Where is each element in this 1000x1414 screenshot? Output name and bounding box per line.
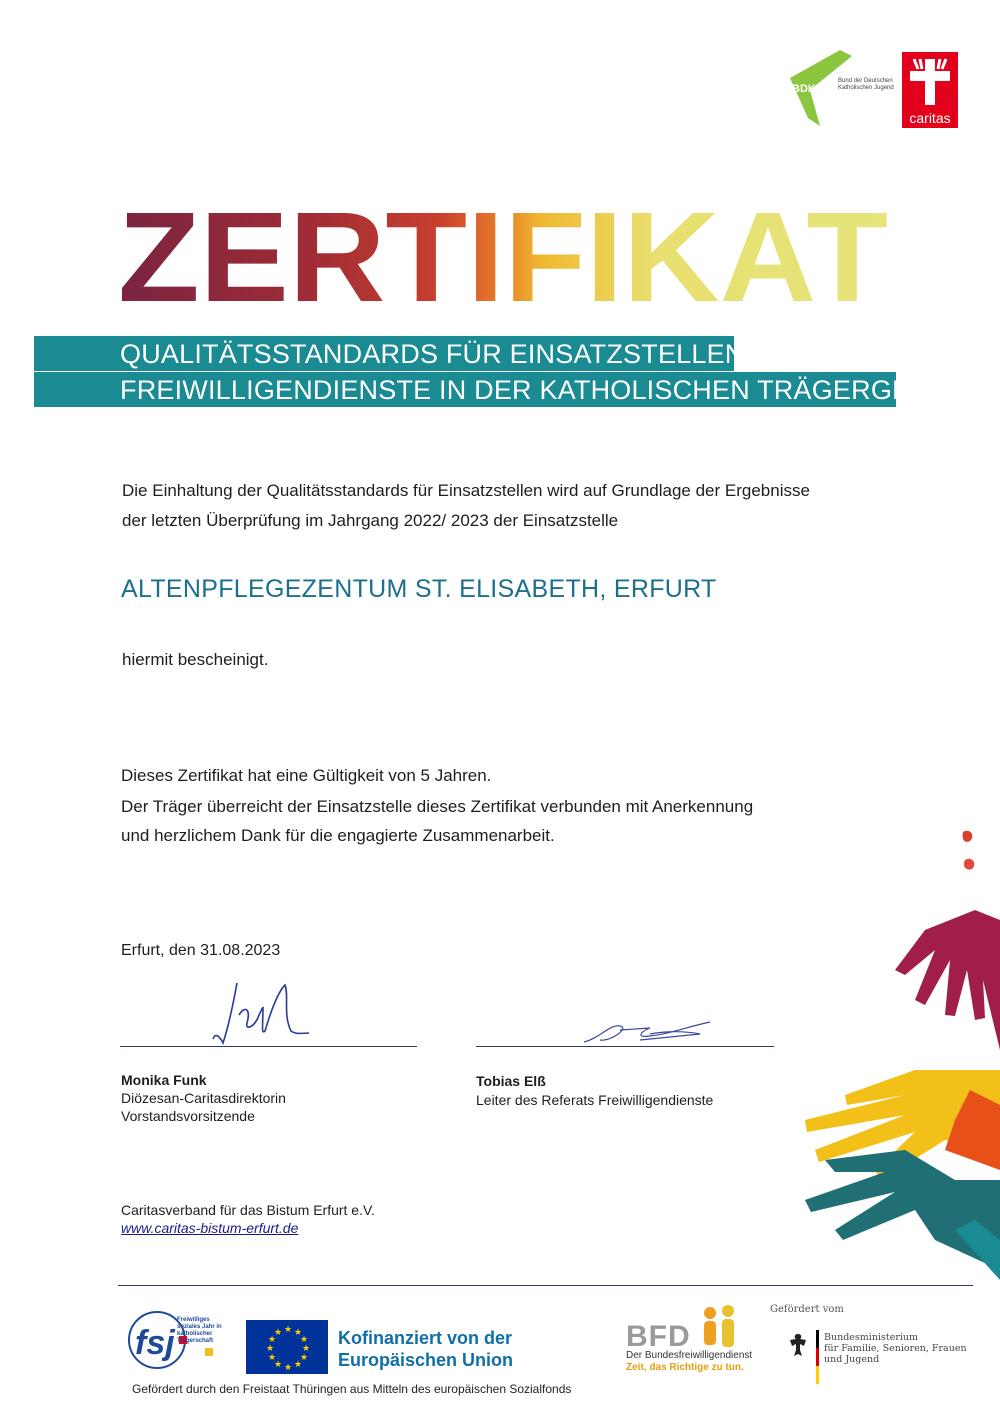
eu-flag-icon	[246, 1320, 328, 1374]
svg-text:★: ★	[284, 1362, 293, 1372]
svg-text:★: ★	[266, 1343, 275, 1353]
signer-1-name: Monika Funk	[121, 1072, 207, 1088]
svg-text:★: ★	[300, 1352, 309, 1362]
ministry-line-2: für Familie, Senioren, Frauen	[824, 1343, 967, 1354]
colorful-hands-illustration	[785, 820, 1000, 1300]
german-flag-stripe	[816, 1330, 819, 1384]
eu-cofunding-text	[338, 1327, 513, 1371]
bfd-tagline-1: Der Bundesfreiwilligendienst	[626, 1350, 753, 1361]
intro-line-1: Die Einhaltung der Qualitätsstandards für Einsatzstellen wird auf Grundlage der Ergebnisse	[122, 481, 810, 500]
signature-line-2	[476, 1046, 774, 1047]
organization-name: Caritasverband für das Bistum Erfurt e.V.	[121, 1202, 375, 1218]
svg-text:★: ★	[284, 1324, 293, 1334]
title-text: ZERTIFIKAT	[118, 195, 888, 310]
svg-text:★: ★	[274, 1359, 283, 1369]
svg-text:★: ★	[294, 1327, 303, 1337]
federal-eagle-icon	[788, 1332, 808, 1358]
validity-line-1: Dieses Zertifikat hat eine Gültigkeit von 5 Jahren.	[121, 766, 492, 785]
signature-monika-funk	[205, 975, 315, 1050]
validity-line-2: Der Träger überreicht der Einsatzstelle dieses Zertifikat verbunden mit Anerkennung	[121, 797, 754, 816]
signer-1-role-2: Vorstandsvorsitzende	[121, 1108, 255, 1124]
signer-2-role-1: Leiter des Referats Freiwilligendienste	[476, 1092, 714, 1108]
bdkj-full-name: Bund der Deutschen Katholischen Jugend	[838, 78, 894, 91]
bdkj-abbrev: BDKJ	[792, 83, 822, 95]
banner-line-1: QUALITÄTSSTANDARDS FÜR EINSATZSTELLEN DER	[34, 336, 734, 371]
signer-1-role-1: Diözesan-Caritasdirektorin	[121, 1090, 286, 1106]
certificate-title	[118, 195, 908, 310]
facility-name: ALTENPFLEGEZENTUM ST. ELISABETH, ERFURT	[121, 575, 717, 603]
eu-line-1: Kofinanziert von der	[338, 1328, 513, 1348]
caritas-logo	[902, 52, 958, 128]
eu-line-2: Europäischen Union	[338, 1350, 514, 1370]
svg-text:★: ★	[300, 1334, 309, 1344]
funded-by-label: Gefördert vom	[770, 1304, 844, 1315]
signature-line-1	[120, 1046, 417, 1047]
certified-text: hiermit bescheinigt.	[122, 650, 269, 669]
bfd-logo-text: BFD	[626, 1320, 691, 1353]
ministry-name	[824, 1332, 967, 1365]
bfd-tagline-2: Zeit, das Richtige zu tun.	[626, 1362, 744, 1373]
svg-text:★: ★	[274, 1327, 283, 1337]
footer-divider	[118, 1285, 973, 1286]
fsj-description: Freiwilliges soziales Jahr in katholischer Trägerschaft	[177, 1317, 222, 1344]
caritas-wordmark: caritas	[909, 110, 951, 126]
bfd-figures-icon	[700, 1305, 740, 1350]
caritas-flame-cross-icon	[908, 57, 952, 107]
ministry-line-1: Bundesministerium	[824, 1332, 919, 1343]
svg-text:★: ★	[302, 1343, 311, 1353]
intro-line-2: der letzten Überprüfung im Jahrgang 2022/ 2023 der Einsatzstelle	[122, 511, 619, 530]
fsj-abbrev: fsj	[135, 1324, 175, 1362]
validity-line-3: und herzlichem Dank für die engagierte Zusammenarbeit.	[121, 826, 555, 845]
place-date: Erfurt, den 31.08.2023	[121, 942, 281, 959]
ministry-line-3: und Jugend	[824, 1354, 880, 1365]
organization-website-link[interactable]: www.caritas-bistum-erfurt.de	[121, 1220, 299, 1236]
signer-2-name: Tobias Elß	[476, 1073, 546, 1089]
banner-line-2: FREIWILLIGENDIENSTE IN DER KATHOLISCHEN TRÄGERGRUPPE	[34, 372, 896, 407]
funding-note: Gefördert durch den Freistaat Thüringen aus Mitteln des europäischen Sozialfonds	[132, 1382, 572, 1396]
svg-text:★: ★	[294, 1359, 303, 1369]
svg-text:★: ★	[268, 1334, 277, 1344]
svg-text:★: ★	[268, 1352, 277, 1362]
